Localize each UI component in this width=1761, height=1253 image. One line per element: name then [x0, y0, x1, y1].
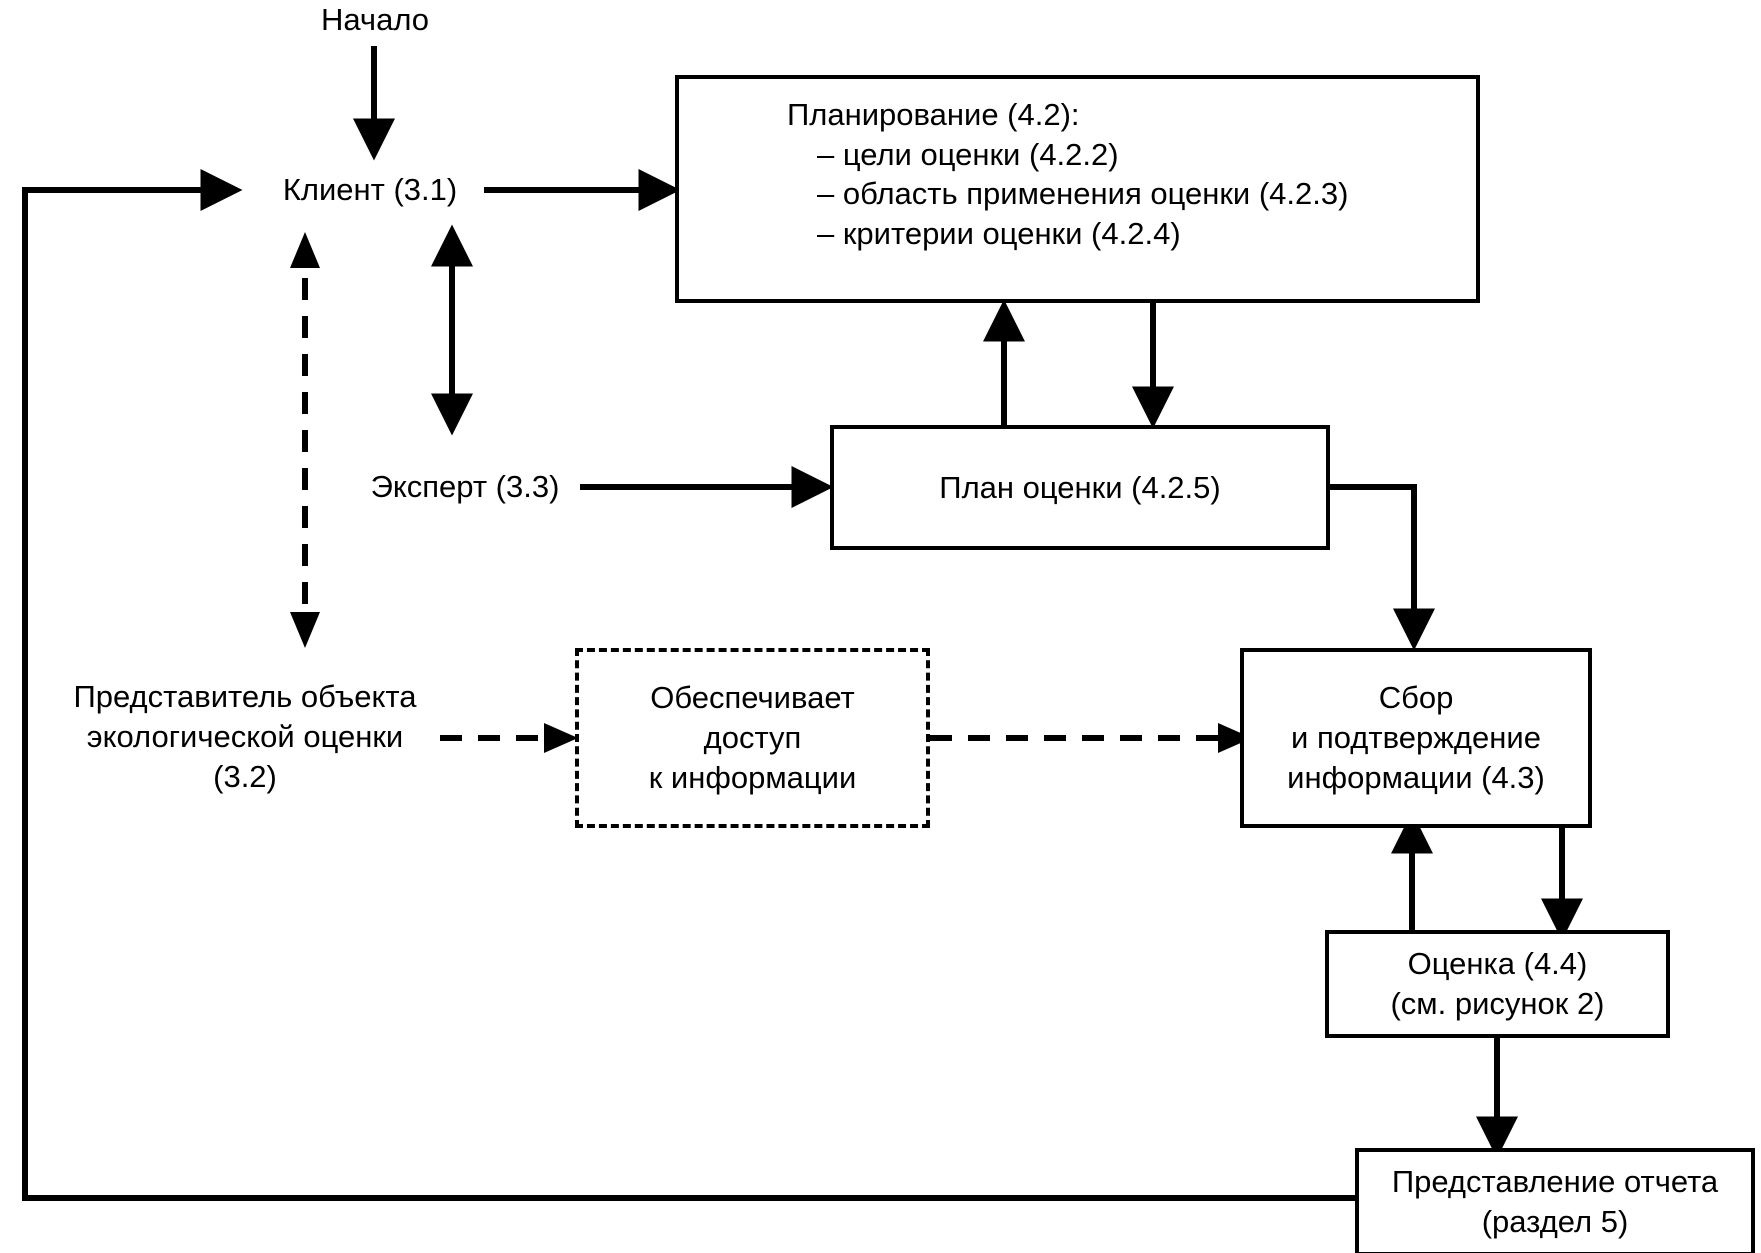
node-expert: [340, 459, 590, 515]
edge-plan-collect: [1330, 487, 1414, 640]
node-planning: [675, 75, 1480, 303]
node-collect: [1240, 648, 1592, 828]
node-access: [575, 648, 930, 828]
node-planning-line3: – область применения оценки (4.2.3): [817, 176, 1349, 212]
node-representative-line1: Представитель объекта: [73, 679, 417, 715]
node-access-line3: к информации: [648, 759, 857, 795]
node-representative-line3: (3.2): [213, 758, 277, 794]
node-access-line1: Обеспечивает: [650, 680, 855, 716]
node-collect-line3: информации (4.3): [1287, 759, 1545, 795]
node-access-line2: доступ: [703, 720, 802, 756]
node-evaluation: [1325, 930, 1670, 1038]
node-report: [1355, 1148, 1755, 1253]
node-report-line2: (раздел 5): [1481, 1204, 1629, 1239]
node-client-label: Клиент (3.1): [282, 172, 458, 208]
node-planning-line1: Планирование (4.2):: [787, 97, 1080, 132]
node-start: [280, 0, 470, 48]
node-evaluation-line2: (см. рисунок 2): [1390, 986, 1605, 1021]
node-collect-line1: Сбор: [1378, 680, 1454, 716]
node-representative: [45, 672, 445, 802]
node-report-line1: Представление отчета: [1391, 1164, 1719, 1200]
node-plan: [830, 425, 1330, 550]
node-representative-line2: экологической оценки: [86, 719, 404, 755]
node-evaluation-line1: Оценка (4.4): [1407, 946, 1588, 982]
arrowhead-up-representative-client: [290, 232, 320, 268]
node-start-label: Начало: [320, 2, 429, 38]
arrowhead-down-client-representative: [290, 612, 320, 648]
node-planning-line2: – цели оценки (4.2.2): [817, 136, 1119, 172]
arrowhead-access-in: [544, 723, 578, 753]
node-collect-line2: и подтверждение: [1291, 720, 1541, 756]
node-planning-line4: – критерии оценки (4.2.4): [817, 216, 1181, 252]
node-client: [245, 162, 495, 218]
node-plan-label: План оценки (4.2.5): [939, 469, 1221, 505]
node-expert-label: Эксперт (3.3): [370, 469, 560, 505]
